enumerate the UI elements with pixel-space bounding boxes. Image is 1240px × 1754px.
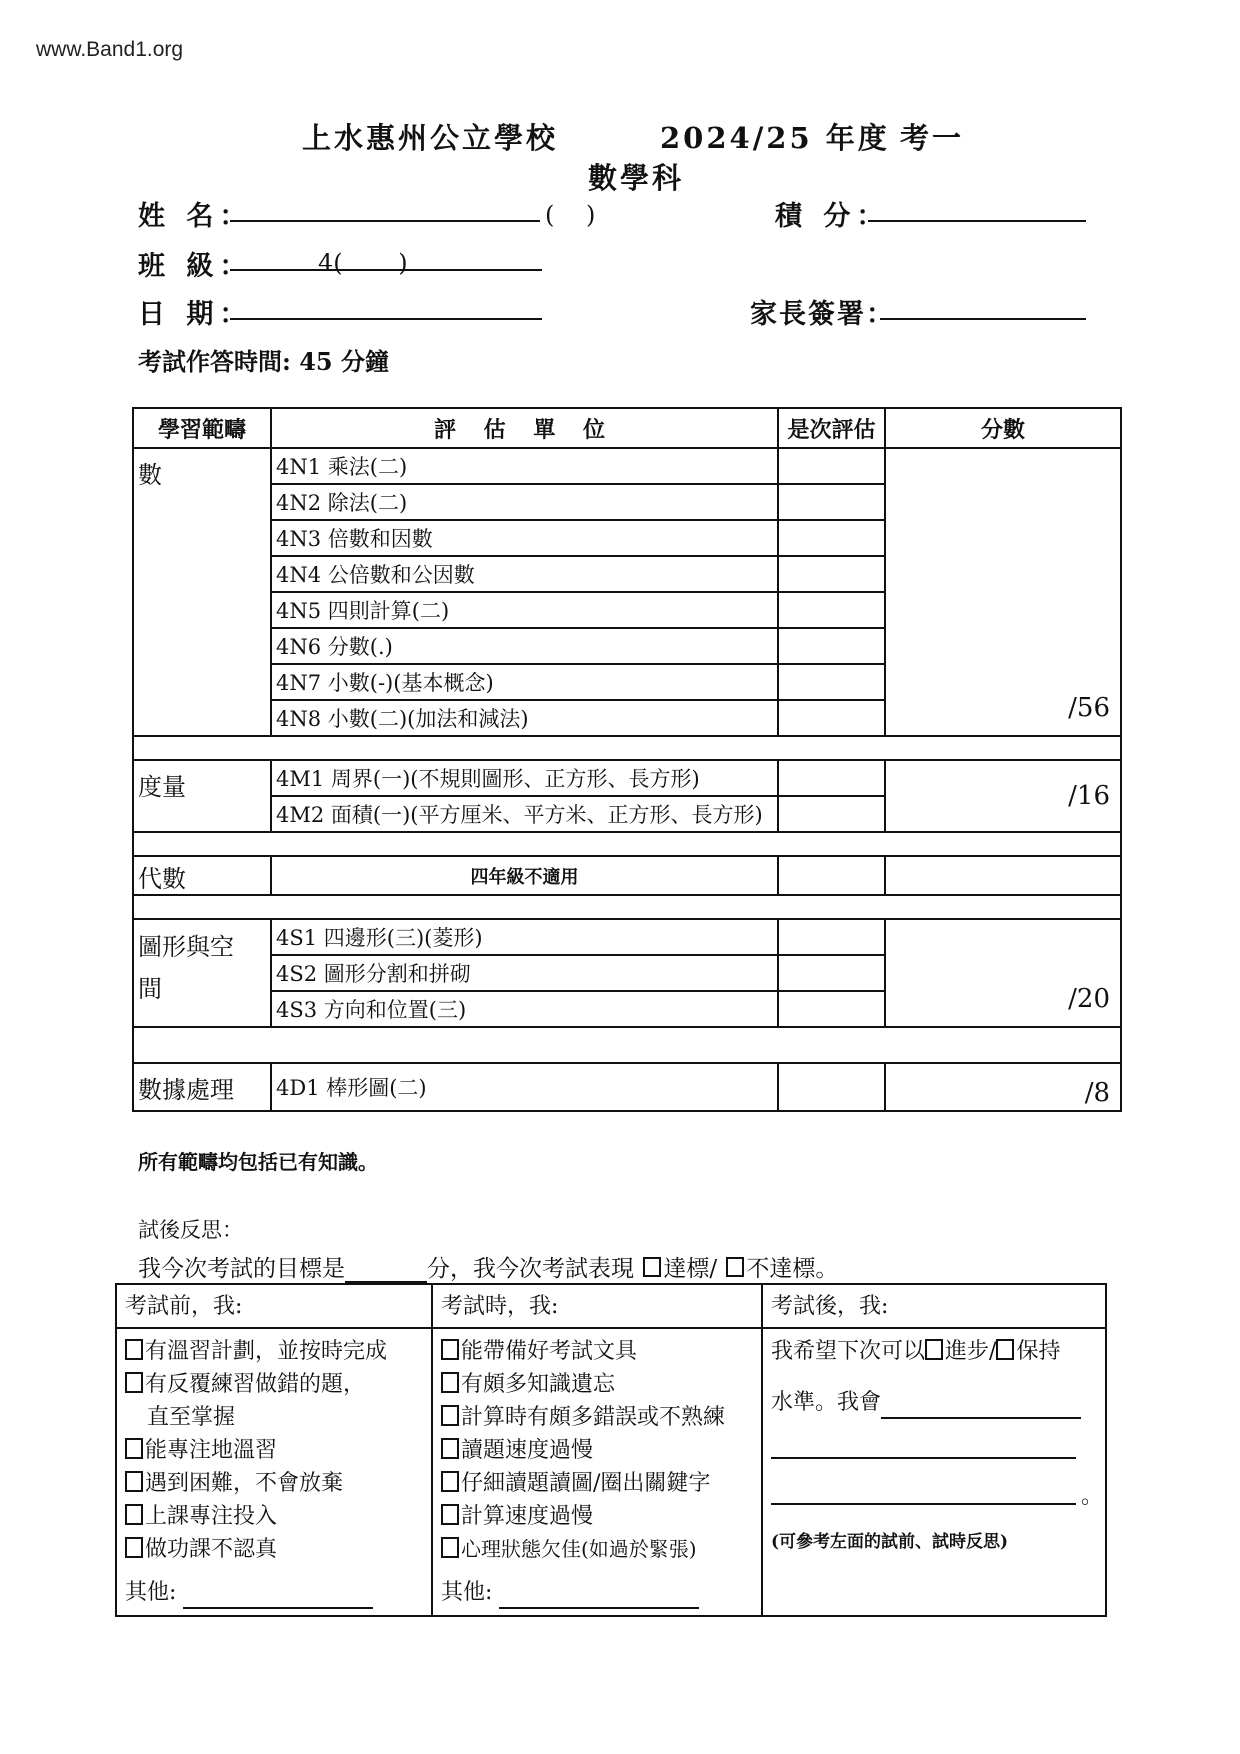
- unit-4n2: 4N2 除法(二): [271, 484, 778, 520]
- header-score: 分數: [885, 408, 1121, 448]
- assessed-cell[interactable]: [778, 556, 885, 592]
- parent-signature-line[interactable]: [880, 318, 1086, 320]
- name-line[interactable]: [230, 220, 540, 222]
- assessed-cell[interactable]: [778, 796, 885, 832]
- score-line[interactable]: [868, 220, 1086, 222]
- unit-4m1: 4M1 周界(一)(不規則圖形、正方形、長方形): [271, 760, 778, 796]
- after-plan-line[interactable]: [881, 1417, 1081, 1419]
- unit-4n5: 4N5 四則計算(二): [271, 592, 778, 628]
- unit-4n8: 4N8 小數(二)(加法和減法): [271, 700, 778, 736]
- assessed-cell[interactable]: [778, 955, 885, 991]
- checkbox[interactable]: [125, 1372, 143, 1393]
- assessed-cell[interactable]: [778, 628, 885, 664]
- unit-4d1: 4D1 棒形圖(二): [271, 1063, 778, 1111]
- during-other: 其他:: [441, 1576, 753, 1609]
- after-line[interactable]: [771, 1457, 1076, 1459]
- checkbox[interactable]: [441, 1405, 459, 1426]
- parent-signature-label: 家長簽署：: [750, 299, 895, 330]
- unit-4n6: 4N6 分數(.): [271, 628, 778, 664]
- checkbox[interactable]: [125, 1438, 143, 1459]
- score-label: 積 分：: [775, 201, 890, 232]
- category-algebra: 代數: [133, 856, 271, 895]
- assessed-cell[interactable]: [778, 1063, 885, 1111]
- date-label: 日 期：: [138, 299, 253, 330]
- goal-text-b: 分，我今次考試表現: [427, 1256, 634, 1282]
- assessed-cell[interactable]: [778, 484, 885, 520]
- subject-title: 數學科: [588, 161, 685, 195]
- reflection-table: [115, 1283, 1107, 1617]
- exam-name: 考一: [900, 121, 965, 155]
- category-shape-space: 圖形與空間: [133, 919, 271, 1027]
- category-measures: 度量: [133, 760, 271, 832]
- assessed-cell[interactable]: [778, 592, 885, 628]
- before-item[interactable]: 做功課不認真: [125, 1533, 423, 1566]
- unit-algebra-na: 四年級不適用: [271, 856, 778, 895]
- during-item[interactable]: 讀題速度過慢: [441, 1434, 753, 1467]
- assessed-cell[interactable]: [778, 760, 885, 796]
- before-column: [116, 1328, 432, 1616]
- score-shape-space: /20: [885, 919, 1121, 1027]
- before-header: 考試前，我:: [116, 1284, 432, 1328]
- category-data-handling: 數據處理: [133, 1063, 271, 1111]
- after-hope: 我希望下次可以 進步/ 保持: [771, 1339, 1061, 1364]
- spacer-row: [133, 832, 1121, 856]
- before-item[interactable]: 有反覆練習做錯的題，: [125, 1368, 423, 1401]
- before-item[interactable]: 上課專注投入: [125, 1500, 423, 1533]
- assessment-table: [132, 407, 1122, 1112]
- assessed-cell[interactable]: [778, 664, 885, 700]
- after-line-row: [771, 1484, 1104, 1509]
- before-item[interactable]: 遇到困難，不會放棄: [125, 1467, 423, 1500]
- during-item[interactable]: 計算時有頗多錯誤或不熟練: [441, 1401, 753, 1434]
- during-item[interactable]: 能帶備好考試文具: [441, 1335, 753, 1368]
- goal-text-a: 我今次考試的目標是: [138, 1256, 345, 1282]
- after-header: 考試後，我:: [762, 1284, 1106, 1328]
- checkbox[interactable]: [441, 1504, 459, 1525]
- header-strand: 學習範疇: [133, 408, 271, 448]
- school-year: 2024/25 年度: [660, 121, 890, 155]
- score-algebra: [885, 856, 1121, 895]
- category-number: 數: [133, 448, 271, 736]
- checkbox[interactable]: [125, 1471, 143, 1492]
- assessed-cell[interactable]: [778, 700, 885, 736]
- class-value: 4( ): [318, 249, 408, 277]
- checkbox-maintain[interactable]: [996, 1339, 1014, 1360]
- during-column: [432, 1328, 762, 1616]
- after-hint: (可參考左面的試前、試時反思): [771, 1532, 1009, 1552]
- checkbox[interactable]: [125, 1339, 143, 1360]
- assessed-cell[interactable]: [778, 856, 885, 895]
- unit-4n1: 4N1 乘法(二): [271, 448, 778, 484]
- spacer-row: [133, 736, 1121, 760]
- after-column: [762, 1328, 1106, 1616]
- spacer-row: [133, 1027, 1121, 1063]
- during-item[interactable]: 心理狀態欠佳(如過於緊張): [441, 1533, 753, 1566]
- before-other-line[interactable]: [183, 1607, 373, 1609]
- school-name: 上水惠州公立學校: [302, 121, 559, 155]
- checkbox[interactable]: [441, 1339, 459, 1360]
- assessed-cell[interactable]: [778, 919, 885, 955]
- reflection-title: 試後反思：: [138, 1218, 243, 1242]
- exam-duration: 考試作答時間: 45 分鐘: [138, 347, 389, 376]
- header-assessed: 是次評估: [778, 408, 885, 448]
- during-header: 考試時，我:: [432, 1284, 762, 1328]
- table-note: 所有範疇均包括已有知識。: [138, 1150, 378, 1174]
- before-item[interactable]: 能專注地溫習: [125, 1434, 423, 1467]
- assessed-cell[interactable]: [778, 520, 885, 556]
- score-measures: /16: [885, 760, 1121, 832]
- after-plan: 水準。我會: [771, 1386, 1097, 1419]
- checkbox-not-met[interactable]: [726, 1257, 744, 1277]
- during-other-line[interactable]: [499, 1607, 699, 1609]
- goal-not-met-label: 不達標。: [746, 1256, 839, 1282]
- during-item[interactable]: 計算速度過慢: [441, 1500, 753, 1533]
- score-data-handling: /8: [885, 1063, 1121, 1111]
- goal-sentence: [138, 1250, 838, 1283]
- checkbox[interactable]: [441, 1372, 459, 1393]
- checkbox[interactable]: [125, 1504, 143, 1525]
- after-line[interactable]: [771, 1503, 1076, 1505]
- before-item[interactable]: 有溫習計劃，並按時完成: [125, 1335, 423, 1368]
- checkbox[interactable]: [441, 1438, 459, 1459]
- unit-4n3: 4N3 倍數和因數: [271, 520, 778, 556]
- checkbox[interactable]: [125, 1537, 143, 1558]
- before-item-continued: 直至掌握: [147, 1405, 236, 1430]
- score-number: /56: [885, 448, 1121, 736]
- class-label: 班 級：: [138, 251, 253, 282]
- spacer-row: [133, 895, 1121, 919]
- unit-4n4: 4N4 公倍數和公因數: [271, 556, 778, 592]
- checkbox-met[interactable]: [643, 1257, 661, 1277]
- assessed-cell[interactable]: [778, 991, 885, 1027]
- goal-met-label: 達標/: [663, 1256, 718, 1282]
- after-end-mark: 。: [1081, 1484, 1104, 1509]
- checkbox[interactable]: [441, 1471, 459, 1492]
- checkbox[interactable]: [441, 1537, 459, 1558]
- unit-4s3: 4S3 方向和位置(三): [271, 991, 778, 1027]
- unit-4s2: 4S2 圖形分割和拼砌: [271, 955, 778, 991]
- date-line[interactable]: [230, 318, 542, 320]
- unit-4s1: 4S1 四邊形(三)(菱形): [271, 919, 778, 955]
- header-unit: 評 估 單 位: [271, 408, 778, 448]
- before-other: 其他:: [125, 1576, 423, 1609]
- during-item[interactable]: 有頗多知識遺忘: [441, 1368, 753, 1401]
- checkbox-progress[interactable]: [925, 1339, 943, 1360]
- assessed-cell[interactable]: [778, 448, 885, 484]
- unit-4n7: 4N7 小數(-)(基本概念): [271, 664, 778, 700]
- watermark-url: www.Band1.org: [36, 38, 184, 61]
- during-item[interactable]: 仔細讀題讀圖/圈出關鍵字: [441, 1467, 753, 1500]
- unit-4m2: 4M2 面積(一)(平方厘米、平方米、正方形、長方形): [271, 796, 778, 832]
- student-number-paren: ( ): [545, 201, 596, 229]
- name-label: 姓 名：: [138, 201, 253, 232]
